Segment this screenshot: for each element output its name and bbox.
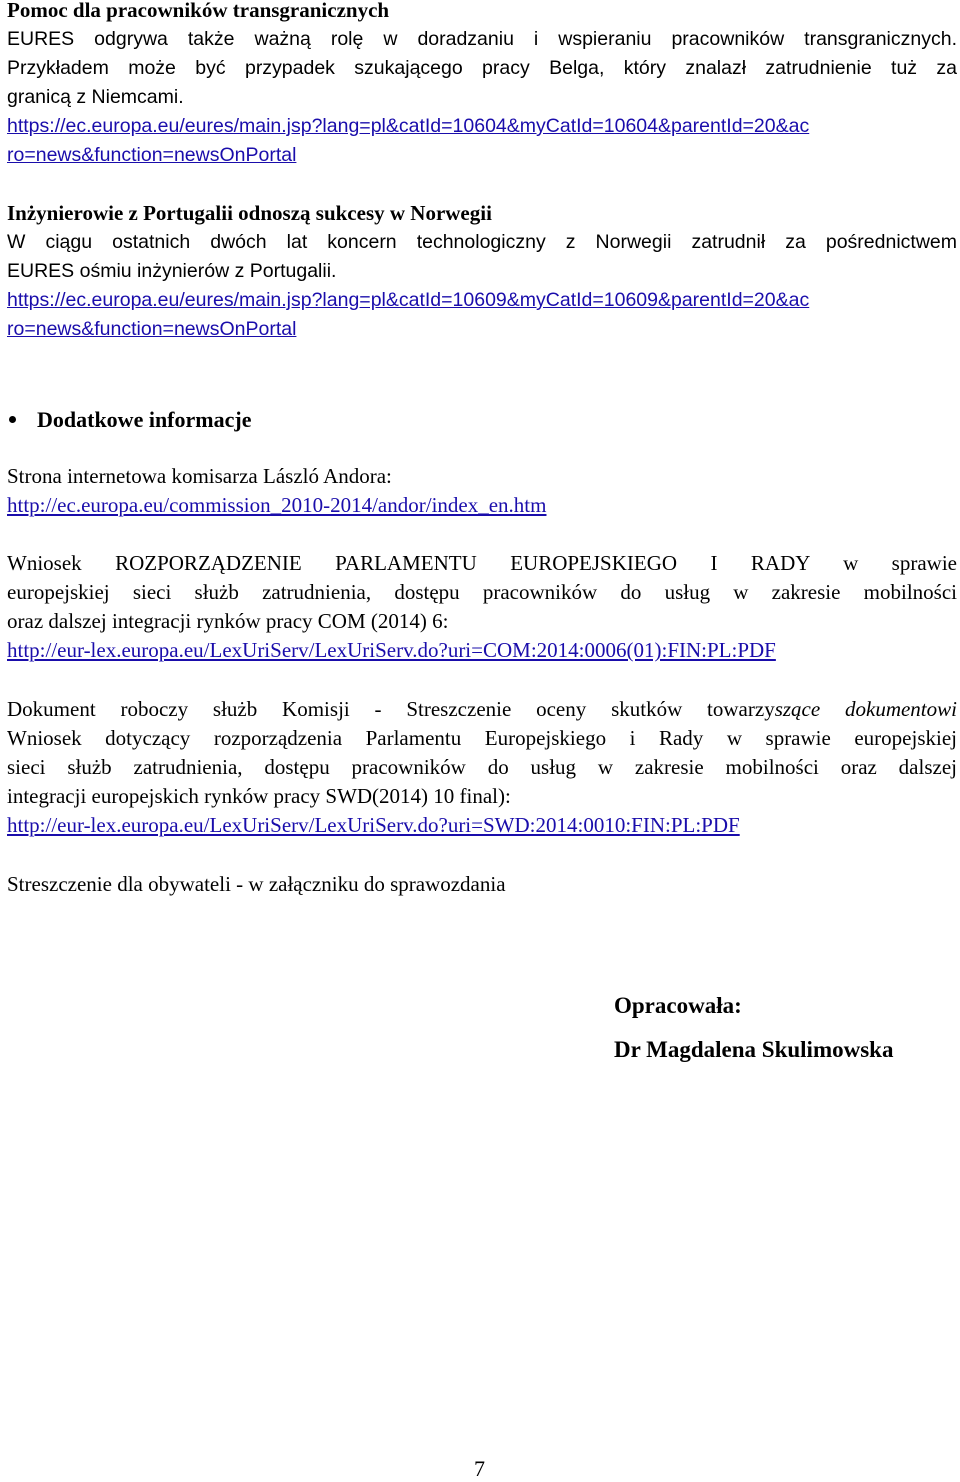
section-portugal-engineers: [7, 199, 957, 344]
eures-news-link[interactable]: https://ec.europa.eu/eures/main.jsp?lang=pl&catId=10609&myCatId=10609&parentId=20&ac: [7, 289, 810, 311]
paragraph-text-italic: szące dokumentowi: [774, 697, 957, 721]
paragraph-line: Wniosek ROZPORZĄDZENIE PARLAMENTU EUROPEJSKIEGO I RADY w sprawie: [7, 551, 957, 575]
paragraph-line: europejskiej sieci służb zatrudnienia, dostępu pracowników do usług w zakresie mobilności: [7, 580, 957, 604]
paragraph-line: [7, 695, 957, 724]
additional-info-heading: Dodatkowe informacje: [37, 407, 252, 432]
paragraph-line: EURES odgrywa także ważną rolę w doradzaniu i wspieraniu pracowników transgranicznych.: [7, 28, 957, 50]
paragraph-line: W ciągu ostatnich dwóch lat koncern technologiczny z Norwegii zatrudnił za pośrednictwem: [7, 231, 957, 253]
andor-link[interactable]: http://ec.europa.eu/commission_2010-2014/andor/index_en.htm: [7, 493, 547, 517]
andor-block: [7, 462, 957, 520]
summary-text: Streszczenie dla obywateli - w załączniku do sprawozdania: [7, 872, 506, 896]
paragraph-line: Wniosek dotyczący rozporządzenia Parlamentu Europejskiego i Rady w sprawie europejskiej: [7, 726, 957, 750]
paragraph-text: Dokument roboczy służb Komisji - Streszczenie oceny skutków towarzy: [7, 697, 775, 721]
andor-label: Strona internetowa komisarza László Andora:: [7, 464, 392, 488]
signature-label: Opracowała:: [614, 993, 742, 1018]
working-document-block: [7, 695, 957, 840]
paragraph-line: EURES ośmiu inżynierów z Portugalii.: [7, 260, 337, 282]
paragraph-line: oraz dalszej integracji rynków pracy COM (2014) 6:: [7, 609, 449, 633]
section-heading: Inżynierowie z Portugalii odnoszą sukcesy w Norwegii: [7, 201, 492, 225]
bullet-icon: [9, 416, 16, 423]
paragraph-line: granicą z Niemcami.: [7, 86, 184, 108]
eures-news-link[interactable]: https://ec.europa.eu/eures/main.jsp?lang=pl&catId=10604&myCatId=10604&parentId=20&ac: [7, 115, 810, 137]
eur-lex-com-link[interactable]: http://eur-lex.europa.eu/LexUriServ/LexUriServ.do?uri=COM:2014:0006(01):FIN:PL:PDF: [7, 638, 776, 662]
paragraph-line: sieci służb zatrudnienia, dostępu pracowników do usług w zakresie mobilności oraz dalszej: [7, 755, 957, 779]
section-heading: Pomoc dla pracowników transgranicznych: [7, 0, 390, 22]
section-cross-border-workers: [7, 0, 957, 170]
signature-name: Dr Magdalena Skulimowska: [614, 1037, 894, 1062]
summary-block: [7, 870, 957, 899]
page-number: 7: [474, 1456, 485, 1481]
paragraph-line: integracji europejskich rynków pracy SWD(2014) 10 final):: [7, 784, 511, 808]
regulation-proposal-block: [7, 549, 957, 665]
paragraph-line: Przykładem może być przypadek szukającego pracy Belga, który znalazł zatrudnienie tuż za: [7, 57, 957, 79]
eur-lex-swd-link[interactable]: http://eur-lex.europa.eu/LexUriServ/LexUriServ.do?uri=SWD:2014:0010:FIN:PL:PDF: [7, 813, 740, 837]
eures-news-link-cont[interactable]: ro=news&function=newsOnPortal: [7, 318, 297, 340]
eures-news-link-cont[interactable]: ro=news&function=newsOnPortal: [7, 144, 297, 166]
